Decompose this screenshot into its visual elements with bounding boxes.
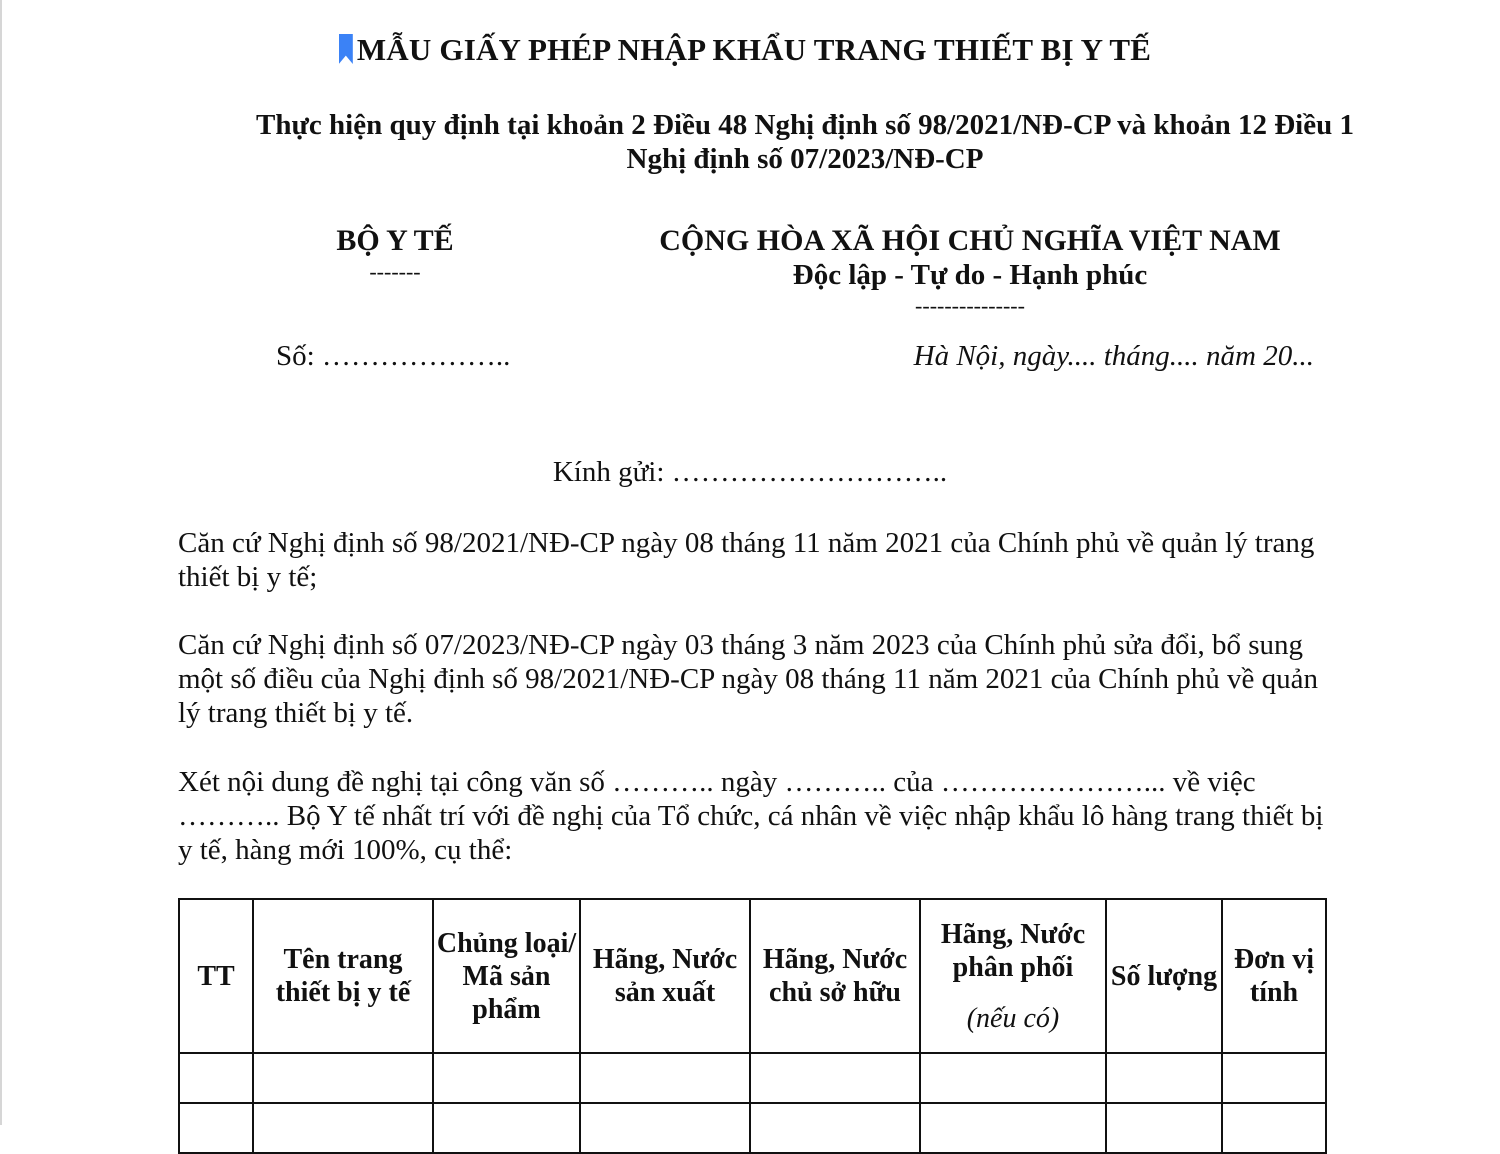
republic-header (600, 224, 1340, 320)
table-cell[interactable] (433, 1103, 580, 1153)
table-cell[interactable] (750, 1103, 920, 1153)
table-cell[interactable] (580, 1103, 750, 1153)
table-cell[interactable] (253, 1053, 433, 1103)
paragraph-basis-2: Căn cứ Nghị định số 07/2023/NĐ-CP ngày 03 tháng 3 năm 2023 của Chính phủ sửa đổi, bổ sung một số điều của Nghị định số 98/2021/NĐ-CP ngày 08 tháng 11 năm 2021 của Chính phủ về quản lý trang thiết bị y tế. (178, 629, 1319, 729)
ministry-header (250, 224, 540, 286)
table-cell[interactable] (1106, 1103, 1222, 1153)
paragraph-basis-1: Căn cứ Nghị định số 98/2021/NĐ-CP ngày 08 tháng 11 năm 2021 của Chính phủ về quản lý trang thiết bị y tế; (178, 527, 1315, 593)
table-cell[interactable] (920, 1053, 1106, 1103)
table-cell[interactable] (750, 1053, 920, 1103)
header-tt: TT (179, 899, 253, 1053)
table-cell[interactable] (433, 1053, 580, 1103)
document-title-text: MẪU GIẤY PHÉP NHẬP KHẨU TRANG THIẾT BỊ Y TẾ (356, 32, 1152, 67)
header-distributor-note: (nếu có) (966, 1002, 1060, 1034)
header-quantity: Số lượng (1106, 899, 1222, 1053)
header-owner: Hãng, Nước chủ sở hữu (750, 899, 920, 1053)
republic-name: CỘNG HÒA XÃ HỘI CHỦ NGHĨA VIỆT NAM (659, 224, 1281, 257)
header-product-code: Chủng loại/ Mã sản phẩm (433, 899, 580, 1053)
bookmark-icon[interactable] (339, 34, 353, 64)
table-header-row (179, 899, 1326, 1053)
table-row (179, 1053, 1326, 1103)
table-cell[interactable] (580, 1053, 750, 1103)
motto-dashes: --------------- (915, 293, 1025, 318)
subtitle-line-2: Nghị định số 07/2023/NĐ-CP (626, 143, 984, 175)
ministry-dashes: ------- (369, 259, 421, 284)
header-unit: Đơn vị tính (1222, 899, 1326, 1053)
paragraph-consideration: Xét nội dung đề nghị tại công văn số ……….. ngày ……….. của …………………... về việc ……….. Bộ Y tế nhất trí với đề nghị của Tổ chức, cá nhân về việc nhập khẩu lô hàng trang thiết bị y tế, hàng mới 100%, cụ thể: (178, 766, 1324, 866)
document-subtitle (150, 108, 1460, 176)
table-cell[interactable] (179, 1053, 253, 1103)
table-cell[interactable] (179, 1103, 253, 1153)
document-number: Số: ……………….. (276, 340, 511, 372)
recipient-line: Kính gửi: ……………………….. (552, 456, 948, 488)
subtitle-line-1: Thực hiện quy định tại khoản 2 Điều 48 Nghị định số 98/2021/NĐ-CP và khoản 12 Điều 1 (256, 109, 1354, 141)
header-distributor (920, 899, 1106, 1053)
table-cell[interactable] (1222, 1053, 1326, 1103)
header-distributor-label: Hãng, Nước phân phối (940, 918, 1086, 983)
header-manufacturer: Hãng, Nước sản xuất (580, 899, 750, 1053)
document-date: Hà Nội, ngày.... tháng.... năm 20... (913, 340, 1314, 372)
ministry-name: BỘ Y TẾ (336, 224, 454, 257)
document-title (0, 32, 1490, 68)
table-row (179, 1103, 1326, 1153)
header-device-name: Tên trang thiết bị y tế (253, 899, 433, 1053)
table-cell[interactable] (1106, 1053, 1222, 1103)
table-cell[interactable] (920, 1103, 1106, 1153)
table-cell[interactable] (253, 1103, 433, 1153)
national-motto: Độc lập - Tự do - Hạnh phúc (792, 259, 1148, 291)
equipment-table (178, 898, 1327, 1154)
table-cell[interactable] (1222, 1103, 1326, 1153)
